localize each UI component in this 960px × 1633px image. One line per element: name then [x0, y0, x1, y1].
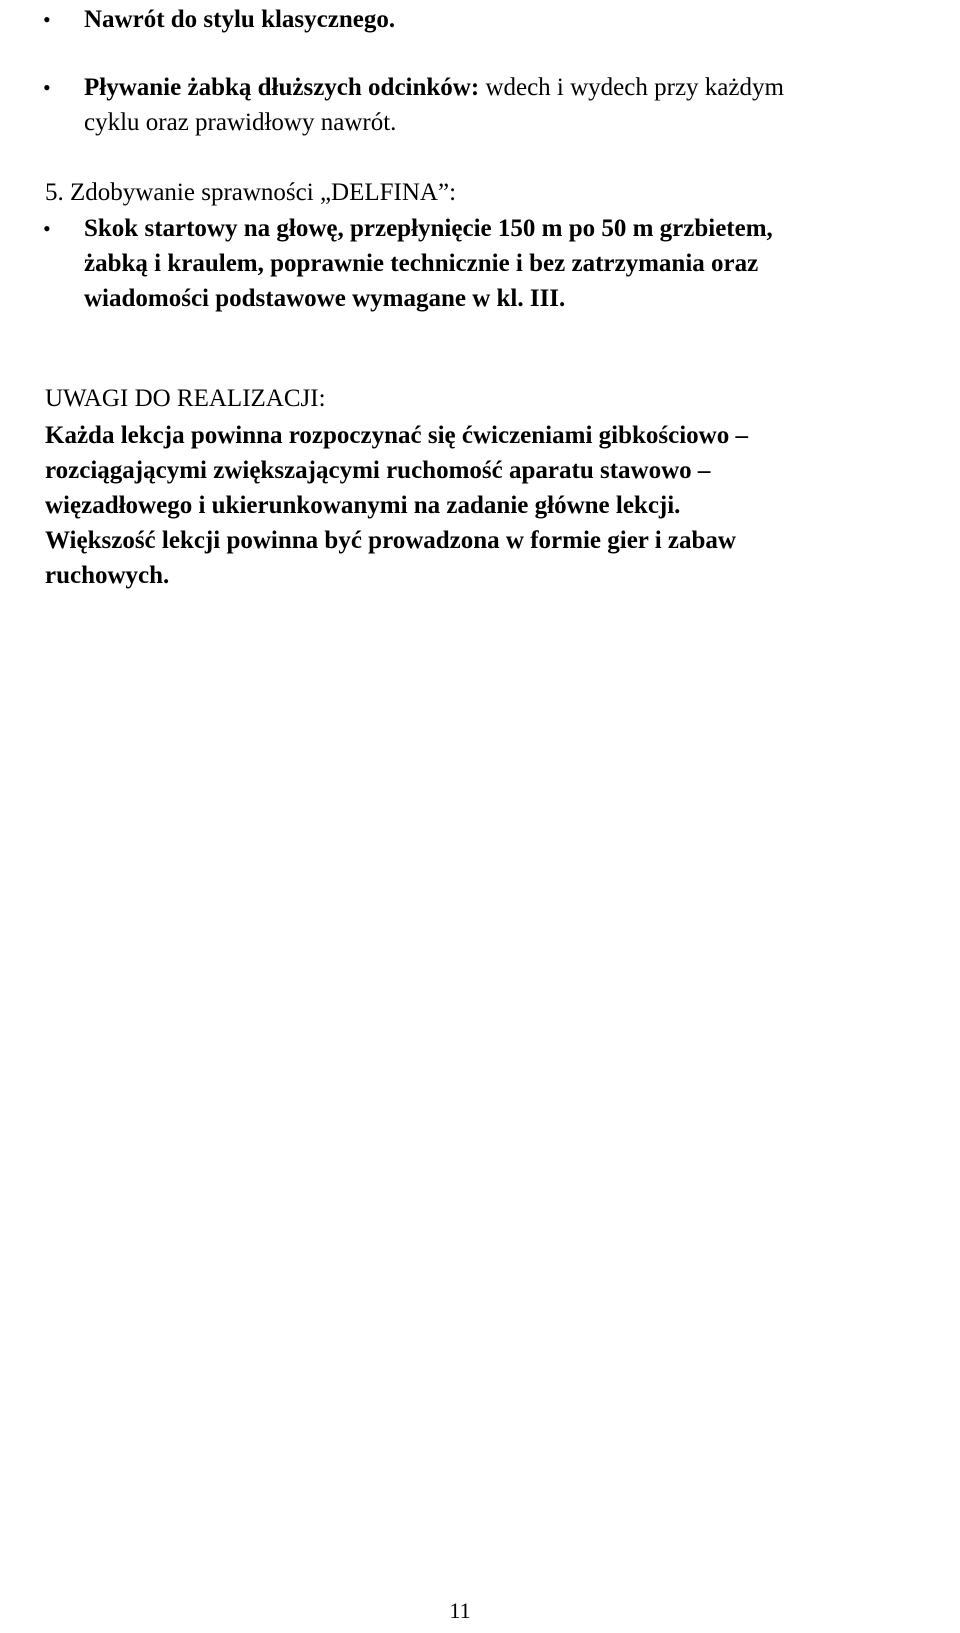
list-item-text	[84, 211, 954, 316]
notes-line: Większość lekcji powinna być prowadzona w formie gier i zabaw	[45, 527, 736, 554]
notes-paragraph	[45, 418, 954, 593]
list-item-line: cyklu oraz prawidłowy nawrót.	[84, 109, 397, 136]
notes-line: Każda lekcja powinna rozpoczynać się ćwiczeniami gibkościowo –	[45, 422, 748, 449]
bullet-icon: •	[43, 7, 51, 32]
notes-line: rozciągającymi zwiększającymi ruchomość aparatu stawowo –	[45, 457, 711, 484]
list-item-line: wiadomości podstawowe wymagane w kl. III.	[84, 285, 566, 312]
section-heading-text: 5. Zdobywanie sprawności „DELFINA”:	[45, 179, 457, 206]
notes-line: ruchowych.	[45, 562, 170, 589]
list-item-line	[84, 70, 954, 105]
bullet-icon: •	[43, 75, 51, 100]
list-item-description: wdech i wydech przy każdym	[479, 74, 784, 101]
bullet-icon: •	[43, 216, 51, 241]
notes-heading	[45, 381, 954, 416]
list-item-text	[84, 2, 954, 37]
page-number: 11	[449, 1598, 471, 1623]
list-item-line: Skok startowy na głowę, przepłynięcie 150 m po 50 m grzbietem,	[84, 215, 773, 242]
section-heading-delfina	[45, 175, 954, 210]
notes-heading-text: UWAGI DO REALIZACJI:	[45, 385, 326, 412]
list-item-line: żabką i kraulem, poprawnie technicznie i bez zatrzymania oraz	[84, 250, 759, 277]
list-item-text	[84, 70, 954, 140]
notes-line: więzadłowego i ukierunkowanymi na zadanie główne lekcji.	[45, 492, 681, 519]
list-item-bold-label: Pływanie żabką dłuższych odcinków:	[84, 74, 480, 101]
list-item-line: Nawrót do stylu klasycznego.	[84, 6, 396, 33]
